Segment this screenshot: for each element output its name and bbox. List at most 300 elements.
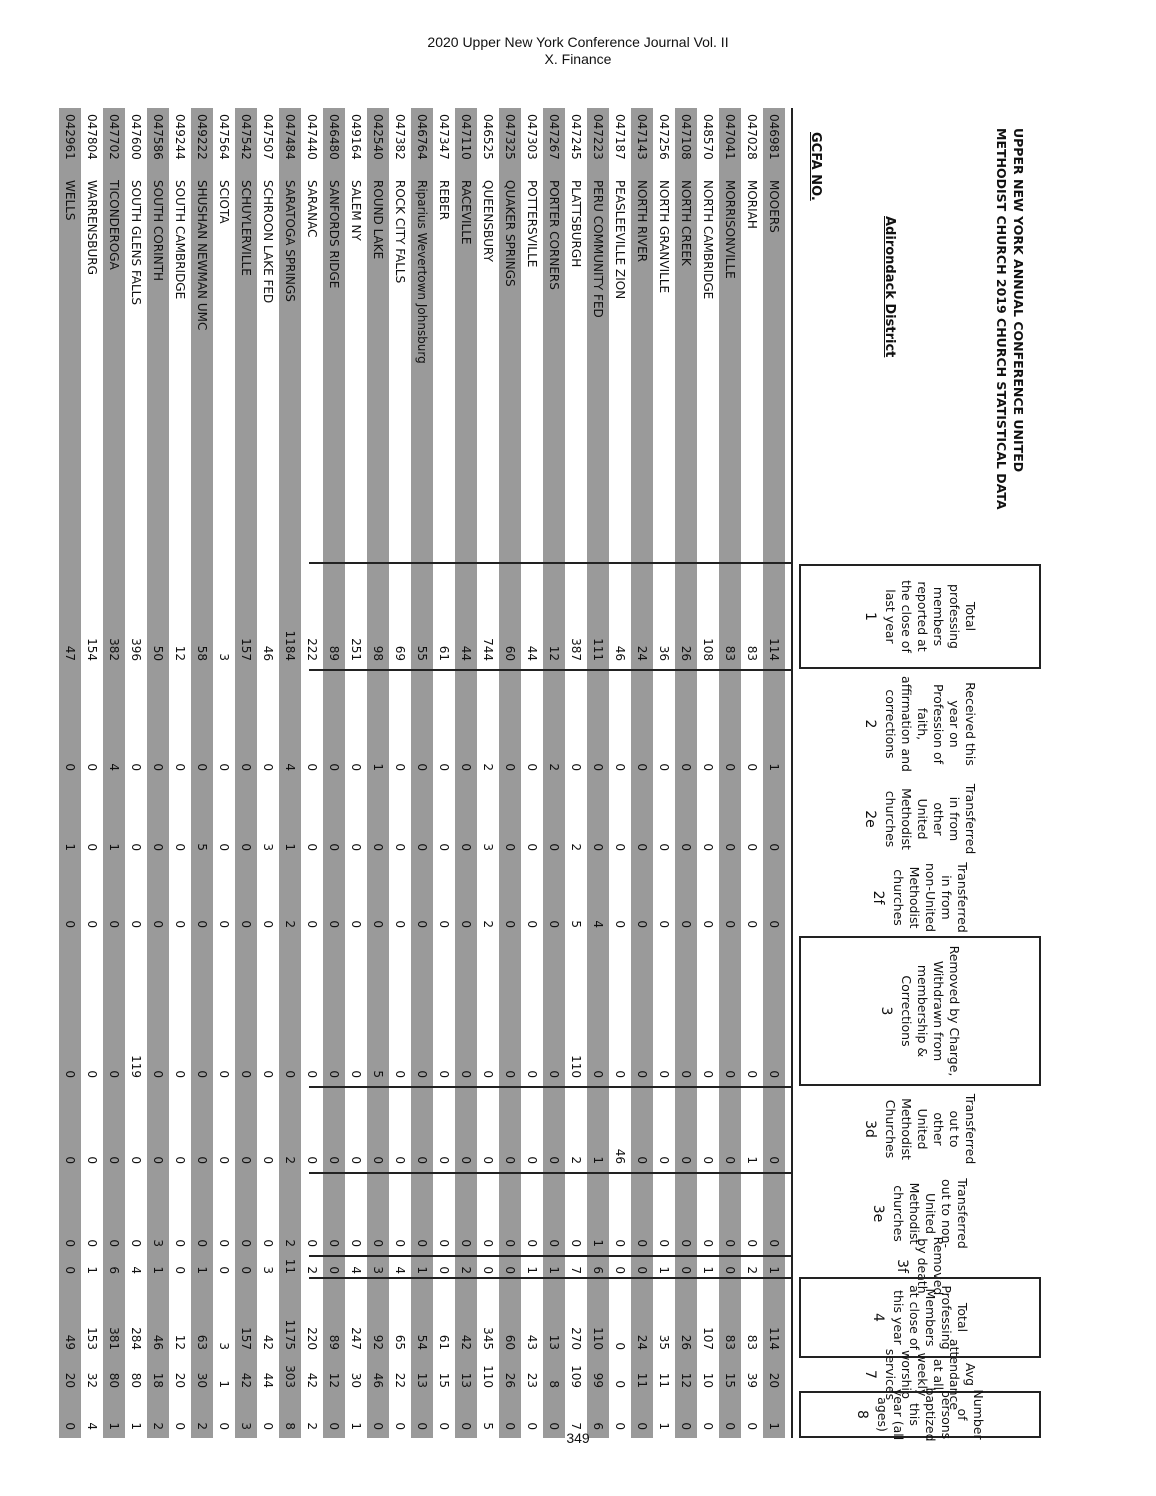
cell-col-1: 61 <box>437 645 451 661</box>
cell-col-3: 5 <box>371 1070 385 1078</box>
cell-col-2f: 0 <box>173 920 187 928</box>
gcfa-number: 047303 <box>525 114 539 160</box>
table-row <box>59 108 81 1438</box>
table-row <box>323 108 345 1438</box>
cell-col-3: 0 <box>723 1070 737 1078</box>
cell-col-8: 4 <box>85 1422 99 1430</box>
cell-col-2: 0 <box>679 763 693 771</box>
cell-col-3: 0 <box>327 1070 341 1078</box>
cell-col-2: 0 <box>525 763 539 771</box>
gcfa-number: 042961 <box>63 114 77 160</box>
gcfa-number: 042540 <box>371 114 385 160</box>
gcfa-number: 047143 <box>635 114 649 160</box>
cell-col-7: 12 <box>679 1372 693 1388</box>
cell-col-2e: 0 <box>679 843 693 851</box>
column-header-label: Transferred in from non-United Methodist churches <box>891 862 970 933</box>
cell-col-2f: 0 <box>239 920 253 928</box>
church-name: SARATOGA SPRINGS <box>283 180 297 302</box>
cell-col-7: 42 <box>239 1372 253 1388</box>
church-name: NORTH CAMBRIDGE <box>701 180 715 300</box>
column-header-label: Transferred out to non-United Methodist churches <box>891 1178 970 1249</box>
gcfa-number: 046480 <box>327 114 341 160</box>
cell-col-2f: 0 <box>701 920 715 928</box>
church-name: RACEVILLE <box>459 180 473 245</box>
column-header-number: 4 <box>870 1313 886 1322</box>
cell-col-2e: 0 <box>85 843 99 851</box>
cell-col-7: 39 <box>745 1372 759 1388</box>
cell-col-2: 0 <box>415 763 429 771</box>
cell-col-2e: 0 <box>151 843 165 851</box>
column-header-3d <box>799 1086 1041 1172</box>
cell-col-3f: 1 <box>195 1266 209 1274</box>
cell-col-8: 2 <box>151 1422 165 1430</box>
table-row <box>103 108 125 1438</box>
cell-col-3f: 0 <box>63 1266 77 1274</box>
cell-col-2f: 0 <box>85 920 99 928</box>
cell-col-3d: 0 <box>217 1156 231 1164</box>
table-row <box>697 108 719 1438</box>
column-header-number: 2f <box>870 890 886 905</box>
church-name: SOUTH CAMBRIDGE <box>173 180 187 300</box>
cell-col-1: 387 <box>569 638 583 661</box>
church-name: SARANAC <box>305 180 319 238</box>
cell-col-8: 2 <box>305 1422 319 1430</box>
cell-col-3e: 0 <box>349 1239 363 1247</box>
cell-col-3d: 1 <box>591 1156 605 1164</box>
cell-col-3f: 0 <box>437 1266 451 1274</box>
cell-col-2e: 0 <box>371 843 385 851</box>
cell-col-2: 4 <box>107 763 121 771</box>
cell-col-1: 111 <box>591 638 605 661</box>
cell-col-2e: 0 <box>635 843 649 851</box>
cell-col-4: 49 <box>63 1334 77 1350</box>
cell-col-3e: 0 <box>547 1239 561 1247</box>
cell-col-2f: 0 <box>745 920 759 928</box>
table-divider <box>309 1172 793 1174</box>
cell-col-1: 83 <box>745 645 759 661</box>
church-name: TICONDEROGA <box>107 180 121 270</box>
cell-col-4: 83 <box>723 1334 737 1350</box>
gcfa-number: 047245 <box>569 114 583 160</box>
cell-col-3: 0 <box>239 1070 253 1078</box>
cell-col-8: 0 <box>261 1422 275 1430</box>
cell-col-3: 0 <box>613 1070 627 1078</box>
table-row <box>301 108 323 1438</box>
cell-col-3: 0 <box>679 1070 693 1078</box>
column-header-number: 8 <box>854 1410 870 1419</box>
cell-col-8: 0 <box>745 1422 759 1430</box>
cell-col-3: 0 <box>591 1070 605 1078</box>
column-header-2 <box>799 669 1041 779</box>
cell-col-2: 0 <box>129 763 143 771</box>
gcfa-number: 047600 <box>129 114 143 160</box>
church-name: SCIOTA <box>217 180 231 224</box>
cell-col-2: 1 <box>767 763 781 771</box>
column-header-number: 7 <box>862 1370 878 1379</box>
cell-col-4: 153 <box>85 1327 99 1350</box>
cell-col-1: 251 <box>349 638 363 661</box>
cell-col-4: 42 <box>261 1334 275 1350</box>
cell-col-2: 0 <box>393 763 407 771</box>
cell-col-3: 0 <box>173 1070 187 1078</box>
column-header-label: Total Professing Members at close of this year <box>891 1285 970 1350</box>
cell-col-3e: 0 <box>393 1239 407 1247</box>
church-name: ROUND LAKE <box>371 180 385 260</box>
church-name: SALEM NY <box>349 180 363 241</box>
cell-col-3f: 7 <box>569 1266 583 1274</box>
column-header-label: Total professing members reported at the close of last year <box>883 580 978 653</box>
table-row <box>169 108 191 1438</box>
cell-col-7: 30 <box>195 1372 209 1388</box>
cell-col-2f: 0 <box>525 920 539 928</box>
cell-col-2f: 0 <box>261 920 275 928</box>
cell-col-4: 43 <box>525 1334 539 1350</box>
cell-col-2e: 0 <box>525 843 539 851</box>
cell-col-1: 46 <box>261 645 275 661</box>
cell-col-3: 0 <box>767 1070 781 1078</box>
table-body <box>63 108 793 1438</box>
cell-col-3d: 0 <box>195 1156 209 1164</box>
table-row <box>609 108 631 1438</box>
church-name: PEASLEEVILLE ZION <box>613 180 627 300</box>
cell-col-2: 0 <box>173 763 187 771</box>
cell-col-3d: 2 <box>569 1156 583 1164</box>
table-row <box>631 108 653 1438</box>
cell-col-3: 0 <box>635 1070 649 1078</box>
cell-col-2: 0 <box>349 763 363 771</box>
cell-col-2: 2 <box>547 763 561 771</box>
cell-col-3d: 0 <box>767 1156 781 1164</box>
cell-col-4: 0 <box>613 1342 627 1350</box>
table-title-line1: UPPER NEW YORK ANNUAL CONFERENCE UNITED <box>1011 128 1026 473</box>
cell-col-7: 18 <box>151 1372 165 1388</box>
cell-col-3f: 3 <box>371 1266 385 1274</box>
cell-col-3f: 0 <box>217 1266 231 1274</box>
cell-col-3d: 0 <box>305 1156 319 1164</box>
cell-col-3d: 0 <box>437 1156 451 1164</box>
cell-col-3d: 0 <box>63 1156 77 1164</box>
cell-col-3e: 2 <box>283 1239 297 1247</box>
cell-col-8: 0 <box>63 1422 77 1430</box>
gcfa-number: 047702 <box>107 114 121 160</box>
cell-col-3e: 0 <box>459 1239 473 1247</box>
cell-col-3f: 4 <box>129 1266 143 1274</box>
column-header-label: Received this year on Profession of faith, affirmation and corrections <box>883 676 978 772</box>
cell-col-2: 0 <box>657 763 671 771</box>
cell-col-3f: 2 <box>305 1266 319 1274</box>
table-row <box>279 108 301 1438</box>
table-title-block <box>807 128 1027 568</box>
cell-col-3e: 0 <box>503 1239 517 1247</box>
table-row <box>235 108 257 1438</box>
cell-col-3f: 0 <box>173 1266 187 1274</box>
column-header-number: 3 <box>878 1006 894 1016</box>
cell-col-4: 83 <box>745 1334 759 1350</box>
gcfa-number: 046525 <box>481 114 495 160</box>
cell-col-3f: 0 <box>723 1266 737 1274</box>
cell-col-2: 0 <box>85 763 99 771</box>
cell-col-4: 63 <box>195 1334 209 1350</box>
cell-col-7: 22 <box>393 1372 407 1388</box>
cell-col-2f: 0 <box>195 920 209 928</box>
cell-col-2f: 5 <box>569 920 583 928</box>
cell-col-3f: 6 <box>591 1266 605 1274</box>
cell-col-3f: 1 <box>547 1266 561 1274</box>
column-header-label: Avg attendance at all weekly worship services <box>883 1338 978 1411</box>
cell-col-7: 10 <box>701 1372 715 1388</box>
cell-col-3d: 0 <box>151 1156 165 1164</box>
table-title-line2: METHODIST CHURCH 2019 CHURCH STATISTICAL DATA <box>994 128 1009 510</box>
cell-col-3: 0 <box>481 1070 495 1078</box>
cell-col-1: 55 <box>415 645 429 661</box>
table-row <box>565 108 587 1438</box>
table-row <box>653 108 675 1438</box>
cell-col-4: 3 <box>217 1342 231 1350</box>
cell-col-2f: 0 <box>129 920 143 928</box>
cell-col-3d: 1 <box>745 1156 759 1164</box>
cell-col-4: 26 <box>679 1334 693 1350</box>
cell-col-2e: 0 <box>701 843 715 851</box>
cell-col-4: 12 <box>173 1334 187 1350</box>
cell-col-2e: 0 <box>657 843 671 851</box>
cell-col-8: 0 <box>437 1422 451 1430</box>
column-header-label: Removed by death <box>915 1236 946 1296</box>
cell-col-2e: 0 <box>723 843 737 851</box>
cell-col-3f: 0 <box>481 1266 495 1274</box>
cell-col-3d: 2 <box>283 1156 297 1164</box>
cell-col-2: 1 <box>371 763 385 771</box>
church-name: SHUSHAN NEWMAN UMC <box>195 180 209 331</box>
cell-col-3: 0 <box>195 1070 209 1078</box>
cell-col-8: 6 <box>591 1422 605 1430</box>
cell-col-3f: 0 <box>635 1266 649 1274</box>
gcfa-number: 047804 <box>85 114 99 160</box>
cell-col-2: 0 <box>305 763 319 771</box>
cell-col-3f: 0 <box>239 1266 253 1274</box>
cell-col-2e: 1 <box>283 843 297 851</box>
cell-col-2e: 5 <box>195 843 209 851</box>
cell-col-1: 396 <box>129 638 143 661</box>
gcfa-number: 047484 <box>283 114 297 160</box>
cell-col-7: 20 <box>63 1372 77 1388</box>
cell-col-1: 44 <box>525 645 539 661</box>
cell-col-3: 0 <box>525 1070 539 1078</box>
cell-col-2f: 2 <box>481 920 495 928</box>
cell-col-2e: 0 <box>217 843 231 851</box>
gcfa-number: 047325 <box>503 114 517 160</box>
cell-col-2e: 0 <box>173 843 187 851</box>
table-row <box>367 108 389 1438</box>
cell-col-2: 0 <box>217 763 231 771</box>
church-name: MORIAH <box>745 180 759 229</box>
cell-col-1: 1184 <box>283 630 297 661</box>
cell-col-8: 1 <box>129 1422 143 1430</box>
cell-col-4: 65 <box>393 1334 407 1350</box>
cell-col-2f: 0 <box>327 920 341 928</box>
cell-col-3: 0 <box>701 1070 715 1078</box>
church-name: MOOERS <box>767 180 781 233</box>
cell-col-3f: 0 <box>503 1266 517 1274</box>
cell-col-8: 0 <box>217 1422 231 1430</box>
cell-col-3e: 0 <box>327 1239 341 1247</box>
cell-col-3: 0 <box>437 1070 451 1078</box>
cell-col-2e: 0 <box>437 843 451 851</box>
gcfa-number: 047108 <box>679 114 693 160</box>
gcfa-number: 049222 <box>195 114 209 160</box>
cell-col-1: 114 <box>767 638 781 661</box>
cell-col-7: 80 <box>129 1372 143 1388</box>
cell-col-7: 110 <box>481 1365 495 1388</box>
cell-col-8: 1 <box>107 1422 121 1430</box>
cell-col-2e: 3 <box>481 843 495 851</box>
cell-col-1: 12 <box>173 645 187 661</box>
cell-col-2f: 0 <box>635 920 649 928</box>
cell-col-2e: 0 <box>547 843 561 851</box>
cell-col-3: 0 <box>393 1070 407 1078</box>
column-header-number: 2 <box>862 719 878 729</box>
cell-col-2f: 0 <box>393 920 407 928</box>
column-header-1 <box>799 564 1041 669</box>
cell-col-2f: 0 <box>305 920 319 928</box>
cell-col-7: 0 <box>613 1380 627 1388</box>
cell-col-8: 0 <box>415 1422 429 1430</box>
table-row <box>763 108 785 1438</box>
gcfa-number: 047564 <box>217 114 231 160</box>
cell-col-2e: 0 <box>129 843 143 851</box>
table-row <box>719 108 741 1438</box>
cell-col-7: 23 <box>525 1372 539 1388</box>
cell-col-2f: 0 <box>371 920 385 928</box>
cell-col-2: 0 <box>635 763 649 771</box>
cell-col-3f: 11 <box>283 1258 297 1274</box>
cell-col-4: 89 <box>327 1334 341 1350</box>
cell-col-3d: 0 <box>723 1156 737 1164</box>
column-header-number: 2e <box>862 810 878 828</box>
church-name: SOUTH GLENS FALLS <box>129 180 143 305</box>
cell-col-1: 47 <box>63 645 77 661</box>
cell-col-4: 42 <box>459 1334 473 1350</box>
cell-col-4: 1175 <box>283 1319 297 1350</box>
table-row <box>257 108 279 1438</box>
cell-col-3f: 2 <box>459 1266 473 1274</box>
cell-col-3d: 0 <box>261 1156 275 1164</box>
column-header-number: 3d <box>862 1120 878 1138</box>
cell-col-4: 110 <box>591 1327 605 1350</box>
cell-col-4: 114 <box>767 1327 781 1350</box>
cell-col-3f: 1 <box>415 1266 429 1274</box>
cell-col-3e: 0 <box>679 1239 693 1247</box>
cell-col-7: 15 <box>723 1372 737 1388</box>
cell-col-2e: 0 <box>767 843 781 851</box>
cell-col-3e: 0 <box>63 1239 77 1247</box>
gcfa-number: 047586 <box>151 114 165 160</box>
cell-col-8: 0 <box>701 1422 715 1430</box>
cell-col-3e: 0 <box>173 1239 187 1247</box>
cell-col-3e: 0 <box>701 1239 715 1247</box>
cell-col-2: 0 <box>613 763 627 771</box>
page-header <box>0 34 1156 68</box>
cell-col-2: 0 <box>591 763 605 771</box>
cell-col-3e: 0 <box>85 1239 99 1247</box>
cell-col-2e: 1 <box>63 843 77 851</box>
cell-col-3e: 0 <box>261 1239 275 1247</box>
church-name: POTTERSVILLE <box>525 180 539 268</box>
church-name: PORTER CORNERS <box>547 180 561 290</box>
cell-col-3: 0 <box>151 1070 165 1078</box>
church-name: SCHROON LAKE FED <box>261 180 275 304</box>
table-row <box>741 108 763 1438</box>
cell-col-2e: 0 <box>591 843 605 851</box>
section-title: X. Finance <box>544 51 612 67</box>
cell-col-2f: 4 <box>591 920 605 928</box>
column-header-label: Transferred out to other United Methodist Churches <box>883 1093 978 1165</box>
church-name: SANFORDS RIDGE <box>327 180 341 289</box>
cell-col-2: 0 <box>745 763 759 771</box>
column-header-number: 1 <box>862 612 878 621</box>
cell-col-2e: 0 <box>239 843 253 851</box>
cell-col-2f: 0 <box>767 920 781 928</box>
cell-col-7: 26 <box>503 1372 517 1388</box>
cell-col-3e: 0 <box>437 1239 451 1247</box>
cell-col-3: 110 <box>569 1055 583 1078</box>
cell-col-2: 0 <box>63 763 77 771</box>
cell-col-7: 8 <box>547 1380 561 1388</box>
cell-col-7: 20 <box>173 1372 187 1388</box>
column-header-label: Number of persons baptized this year (all ages) <box>875 1387 986 1442</box>
gcfa-number: 047256 <box>657 114 671 160</box>
cell-col-3f: 3 <box>261 1266 275 1274</box>
gcfa-number: 049164 <box>349 114 363 160</box>
cell-col-3d: 0 <box>503 1156 517 1164</box>
cell-col-2f: 0 <box>349 920 363 928</box>
table-row <box>543 108 565 1438</box>
cell-col-3: 0 <box>415 1070 429 1078</box>
cell-col-3f: 0 <box>679 1266 693 1274</box>
cell-col-8: 1 <box>767 1422 781 1430</box>
cell-col-8: 0 <box>547 1422 561 1430</box>
table-header <box>793 108 1041 1442</box>
cell-col-2f: 0 <box>679 920 693 928</box>
cell-col-3d: 0 <box>129 1156 143 1164</box>
table-row <box>521 108 543 1438</box>
cell-col-7: 12 <box>327 1372 341 1388</box>
column-header-label: Transferred in from other United Methodist churches <box>883 783 978 855</box>
cell-col-1: 108 <box>701 638 715 661</box>
church-name: Riparius Wevertown Johnsburg <box>415 180 429 364</box>
cell-col-7: 30 <box>349 1372 363 1388</box>
cell-col-3f: 2 <box>745 1266 759 1274</box>
cell-col-3d: 0 <box>107 1156 121 1164</box>
cell-col-2f: 0 <box>217 920 231 928</box>
cell-col-2e: 0 <box>327 843 341 851</box>
cell-col-8: 3 <box>239 1422 253 1430</box>
cell-col-2e: 0 <box>613 843 627 851</box>
cell-col-3: 0 <box>305 1070 319 1078</box>
cell-col-7: 13 <box>415 1372 429 1388</box>
cell-col-2: 0 <box>569 763 583 771</box>
church-name: NORTH GRANVILLE <box>657 180 671 294</box>
cell-col-2e: 0 <box>745 843 759 851</box>
cell-col-3f: 1 <box>151 1266 165 1274</box>
page-number: 349 <box>566 1430 590 1446</box>
column-header-number: 3f <box>894 1259 910 1273</box>
cell-col-8: 7 <box>569 1422 583 1430</box>
cell-col-1: 157 <box>239 638 253 661</box>
table-row <box>345 108 367 1438</box>
cell-col-2: 0 <box>503 763 517 771</box>
gcfa-number: 047028 <box>745 114 759 160</box>
cell-col-4: 46 <box>151 1334 165 1350</box>
